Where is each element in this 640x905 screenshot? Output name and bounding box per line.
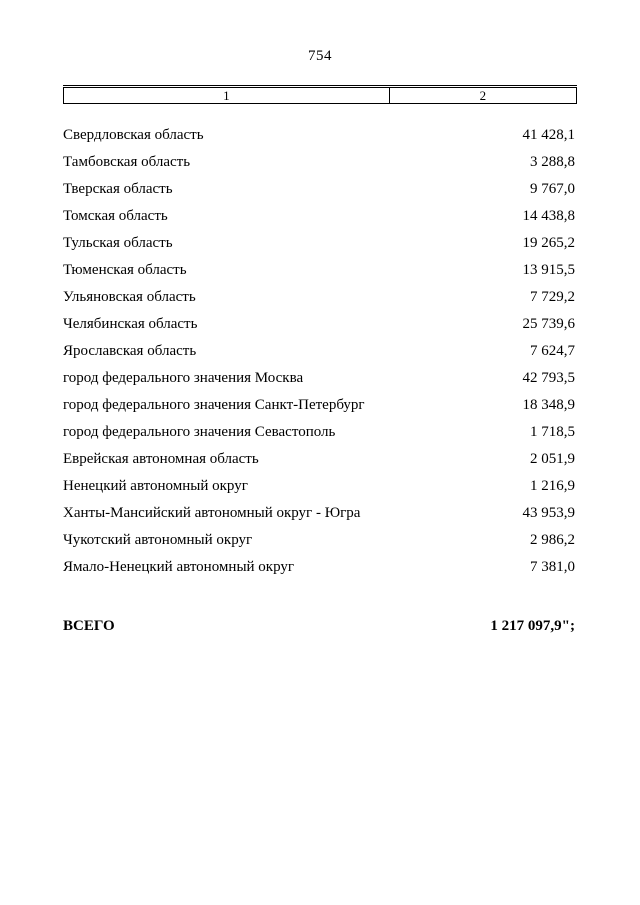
region-name: Тульская область <box>63 235 173 251</box>
region-list <box>63 122 575 581</box>
region-value: 1 718,5 <box>530 424 575 440</box>
region-value: 2 986,2 <box>530 532 575 548</box>
region-value: 7 729,2 <box>530 289 575 305</box>
region-value: 2 051,9 <box>530 451 575 467</box>
region-name: Томская область <box>63 208 168 224</box>
table-row <box>63 149 575 176</box>
table-row <box>63 257 575 284</box>
table-row <box>63 311 575 338</box>
region-name: Ульяновская область <box>63 289 196 305</box>
region-value: 41 428,1 <box>522 127 575 143</box>
region-name: город федерального значения Санкт-Петербург <box>63 397 365 413</box>
table-row <box>63 122 575 149</box>
table-row <box>63 527 575 554</box>
region-value: 7 381,0 <box>530 559 575 575</box>
region-name: Ненецкий автономный округ <box>63 478 248 494</box>
region-name: Тамбовская область <box>63 154 191 170</box>
region-value: 7 624,7 <box>530 343 575 359</box>
table-row <box>63 365 575 392</box>
table-header-col-2: 2 <box>479 88 487 103</box>
page-number: 754 <box>308 48 332 64</box>
region-value: 1 216,9 <box>530 478 575 494</box>
region-value: 14 438,8 <box>522 208 575 224</box>
region-value: 9 767,0 <box>530 181 575 197</box>
region-value: 18 348,9 <box>522 397 575 413</box>
region-name: Ямало-Ненецкий автономный округ <box>63 559 295 575</box>
region-name: Чукотский автономный округ <box>63 532 253 548</box>
region-name: город федерального значения Москва <box>63 370 304 386</box>
region-name: Ярославская область <box>63 343 197 359</box>
table-row <box>63 500 575 527</box>
region-name: Челябинская область <box>63 316 198 332</box>
region-name: Свердловская область <box>63 127 204 143</box>
table-row <box>63 554 575 581</box>
region-value: 19 265,2 <box>522 235 575 251</box>
table-row <box>63 284 575 311</box>
table-row <box>63 230 575 257</box>
total-row <box>63 618 575 635</box>
region-value: 43 953,9 <box>522 505 575 521</box>
region-name: Ханты-Мансийский автономный округ - Югра <box>63 505 361 521</box>
table-row <box>63 392 575 419</box>
region-name: Тюменская область <box>63 262 187 278</box>
table-row <box>63 338 575 365</box>
table-row <box>63 446 575 473</box>
region-value: 13 915,5 <box>522 262 575 278</box>
table-row <box>63 176 575 203</box>
table-header-col-1: 1 <box>64 88 390 103</box>
total-value: 1 217 097,9"; <box>490 618 575 634</box>
table-row <box>63 203 575 230</box>
region-value: 3 288,8 <box>530 154 575 170</box>
region-name: Еврейская автономная область <box>63 451 259 467</box>
table-row <box>63 473 575 500</box>
region-name: Тверская область <box>63 181 173 197</box>
region-value: 25 739,6 <box>522 316 575 332</box>
table-row <box>63 419 575 446</box>
region-name: город федерального значения Севастополь <box>63 424 336 440</box>
table-continuation-header <box>63 87 577 104</box>
region-value: 42 793,5 <box>522 370 575 386</box>
total-label: ВСЕГО <box>63 618 115 634</box>
